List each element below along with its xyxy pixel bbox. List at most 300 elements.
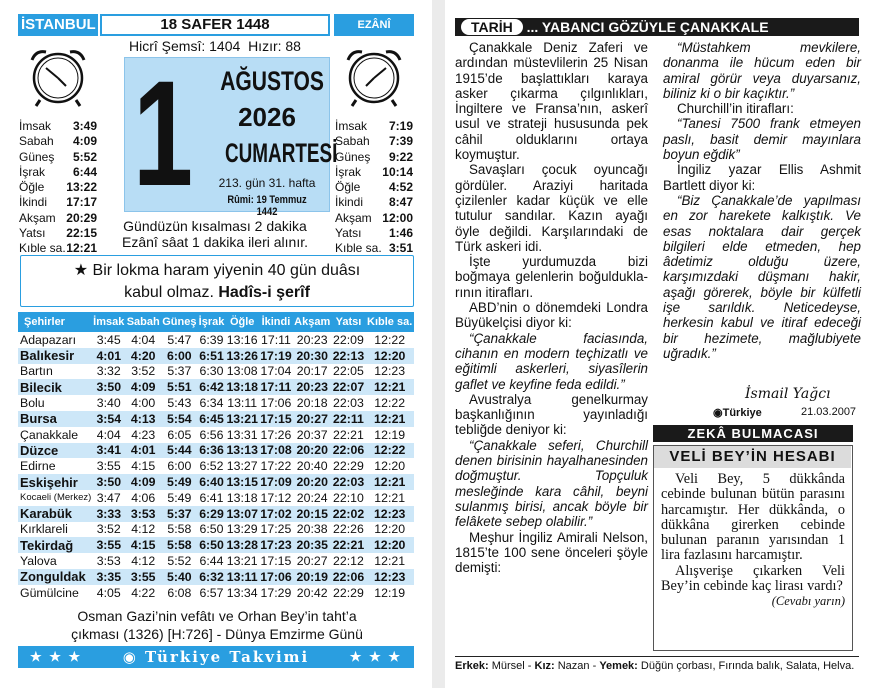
prayer-time-row <box>19 180 97 195</box>
table-header-cell: Kıble sa. <box>365 312 414 332</box>
city-name: Bilecik <box>18 379 92 395</box>
prayer-time-row <box>19 119 97 134</box>
prayer-time-label: İmsak <box>19 119 52 133</box>
time-cell: 6:56 <box>199 427 224 442</box>
city-name: Adapazarı <box>20 332 77 347</box>
time-cell: 20:20 <box>293 474 332 490</box>
table-header-cell: Şehirler <box>18 312 92 332</box>
menu-text: Düğün çorbası, Fırında balık, Salata, Helva. <box>640 660 855 672</box>
time-cell: 12:19 <box>374 585 406 600</box>
article-paragraph: Savaşları çocuk oyuncağı gördüler. Araziyi haritada çizilenler kadar küçük ve elle tutulur sandılar. Kazın ayağı öyle değildi. Karşılarındaki de Türk askeri idi. <box>455 162 648 254</box>
prayer-time-label: İmsak <box>335 119 368 133</box>
time-cell: 20:19 <box>293 569 332 585</box>
time-cell: 3:50 <box>92 379 126 395</box>
time-cell: 17:23 <box>260 538 292 553</box>
article-paragraph: “Biz Çanakkale’de yapılması en zor harekete kalkıştık. Ve esas noktalara dair gerçek bilgileri elde etmeden, hep âdetimiz olduğu üzere, karşımızdaki düşmanı hakir, aşağı görerek, böyle bir külfetli işe sarıldık. Neticedeyse, herkesin kabul ve itiraf edeceği bir hezimete, mağlubiyete uğradık.” <box>663 192 861 361</box>
hadith-line-1: ★ Bir lokma haram yiyenin 40 gün duâsı <box>73 262 361 279</box>
time-cell: 4:22 <box>131 585 156 600</box>
time-cell: 3:40 <box>96 396 121 411</box>
ezani-adjust-line: Ezânî sâat 1 dakika ileri alınır. <box>122 234 308 250</box>
female-name-label: Kız: <box>534 660 555 672</box>
event-line-2: çıkması (1326) [H:726] - Dünya Emzirme Günü <box>71 626 363 642</box>
prayer-times-ezani <box>335 119 413 257</box>
hadith-line-2 <box>21 282 413 304</box>
city-name: Karabük <box>18 506 92 522</box>
table-header-cell: Akşam <box>293 312 332 332</box>
answer-note: (Cevabı yarın) <box>771 594 845 609</box>
footer-stars-left: ★ ★ ★ <box>30 649 83 664</box>
time-cell: 22:03 <box>333 396 364 411</box>
time-cell: 13:21 <box>226 554 258 569</box>
prayer-time-value: 3:49 <box>72 119 97 133</box>
time-cell: 6:30 <box>199 364 224 379</box>
prayer-time-value: 22:15 <box>66 226 97 241</box>
table-row <box>18 553 414 569</box>
hadith-source: Hadîs-i şerîf <box>218 284 310 301</box>
prayer-time-row <box>335 150 413 165</box>
author-signature: İsmail Yağcı <box>745 386 831 402</box>
prayer-time-value: 7:39 <box>388 134 413 149</box>
prayer-time-label: İşrak <box>19 164 46 179</box>
article-header <box>455 18 859 36</box>
table-header-cell: İkindi <box>259 312 293 332</box>
time-cell: 3:50 <box>92 474 126 490</box>
day-length-line: Gündüzün kısalması 2 dakika <box>123 218 307 234</box>
prayer-times-normal <box>19 119 97 257</box>
prayer-time-value: 8:47 <box>388 195 413 210</box>
table-row <box>18 443 414 459</box>
city-name: Bartın <box>20 364 53 379</box>
time-cell: 22:05 <box>333 364 364 379</box>
prayer-time-label: Kıble sa. <box>19 241 66 256</box>
time-cell: 3:55 <box>92 537 126 553</box>
prayer-time-value: 13:22 <box>66 180 97 195</box>
city-name: Tekirdağ <box>18 537 92 553</box>
prayer-time-value: 20:29 <box>66 210 97 225</box>
time-cell: 20:40 <box>296 459 328 474</box>
time-cell: 4:15 <box>131 459 156 474</box>
time-cell: 22:12 <box>333 554 364 569</box>
time-cell: 22:07 <box>332 380 365 395</box>
hadith-box <box>20 255 414 307</box>
time-cell: 3:55 <box>126 569 161 585</box>
prayer-time-label: Sabah <box>335 134 370 149</box>
time-cell: 5:37 <box>167 364 192 379</box>
event-note <box>20 607 414 643</box>
event-line-1: Osman Gazi’nin vefâtı ve Orhan Bey’in taht’a <box>77 608 357 624</box>
time-cell: 3:55 <box>96 459 121 474</box>
prayer-time-label: İkindi <box>335 195 364 210</box>
time-cell: 4:04 <box>131 332 156 347</box>
time-cell: 6:29 <box>199 506 224 521</box>
section-tag: TARİH <box>461 19 523 35</box>
city-name: Yalova <box>20 554 57 569</box>
time-cell: 17:08 <box>260 443 292 458</box>
right-page <box>445 0 869 688</box>
prayer-time-label: İşrak <box>335 164 362 179</box>
time-cell: 5:52 <box>167 554 192 569</box>
article-paragraph: Meşhur İngiliz Amirali Nelson, 1815’te 100 sene önceleri şöyle demişti: <box>455 529 648 576</box>
time-cell: 13:31 <box>226 427 258 442</box>
time-cell: 22:29 <box>333 459 364 474</box>
time-cell: 5:37 <box>161 506 198 522</box>
time-cell: 6:50 <box>199 522 224 537</box>
footer-brand-text: Türkiye Takvimi <box>145 648 310 666</box>
article-paragraph: ABD’nin o dönemdeki Londra Büyükelçisi diyor ki: <box>455 300 648 331</box>
time-cell: 4:20 <box>126 348 161 364</box>
time-cell: 17:12 <box>260 490 292 505</box>
alarm-clock-icon <box>22 46 94 108</box>
article-column-1 <box>455 40 648 575</box>
time-cell: 12:21 <box>365 474 414 490</box>
article-paragraph: “Çanakkale faciasında, cihanın en modern teçhizatlı ve eğitimli askerleri, siyasîlerin gaflet ve keyfine feda edildi.” <box>455 330 648 392</box>
time-cell: 13:11 <box>227 396 258 411</box>
hizir: Hızır: 88 <box>248 38 301 54</box>
prayer-time-label: Akşam <box>19 210 56 225</box>
source-logo: ◉Türkiye <box>713 407 762 419</box>
time-cell: 20:38 <box>296 522 328 537</box>
time-cell: 4:13 <box>126 411 161 427</box>
menu-label: Yemek: <box>599 660 638 672</box>
city-name: Bursa <box>18 411 92 427</box>
time-cell: 6:50 <box>199 538 224 553</box>
time-cell: 6:41 <box>199 490 224 505</box>
left-page <box>0 0 432 688</box>
time-cell: 13:08 <box>226 364 258 379</box>
time-cell: 4:23 <box>131 427 156 442</box>
article-paragraph: “Tanesi 7500 frank etmeyen paslı, basit demir mayınlara boyun eğdik” <box>663 116 861 163</box>
rumi-date: Rûmi: 19 Temmuz 1442 <box>227 194 307 218</box>
prayer-time-row <box>19 211 97 226</box>
time-cell: 4:05 <box>96 585 121 600</box>
time-cell: 13:21 <box>226 411 258 426</box>
prayer-time-label: Öğle <box>335 180 361 195</box>
time-cell: 6:34 <box>199 396 224 411</box>
time-cell: 13:11 <box>226 569 258 584</box>
time-cell: 20:23 <box>293 379 332 395</box>
puzzle-title: VELİ BEY’İN HESABI <box>654 446 851 468</box>
time-cell: 6:00 <box>161 348 198 364</box>
time-cell: 4:09 <box>126 474 161 490</box>
time-cell: 17:26 <box>260 427 292 442</box>
prayer-time-value: 9:22 <box>388 149 413 164</box>
article-column-2 <box>663 40 861 361</box>
prayer-time-row <box>335 226 413 241</box>
prayer-time-value: 6:44 <box>72 164 97 179</box>
prayer-time-value: 17:17 <box>66 195 97 210</box>
footer-stars-right: ★ ★ ★ <box>349 649 402 664</box>
male-name-label: Erkek: <box>455 660 489 672</box>
prayer-time-row <box>335 211 413 226</box>
table-row <box>18 522 414 538</box>
time-cell: 13:27 <box>226 459 258 474</box>
date-block <box>124 49 338 218</box>
time-cell: 12:22 <box>374 332 406 347</box>
time-cell: 13:13 <box>226 443 258 458</box>
time-cell: 17:29 <box>260 585 292 600</box>
time-cell: 12:20 <box>365 537 414 553</box>
time-cell: 6:05 <box>167 427 192 442</box>
time-cell: 6:00 <box>167 459 192 474</box>
time-cell: 5:43 <box>167 396 192 411</box>
time-cell: 5:58 <box>161 537 198 553</box>
prayer-time-label: Yatsı <box>19 226 46 241</box>
time-cell: 17:06 <box>260 396 292 411</box>
prayer-time-label: Sabah <box>19 134 54 149</box>
table-row <box>18 490 414 506</box>
time-cell: 12:23 <box>365 506 414 522</box>
time-cell: 12:21 <box>365 411 414 427</box>
table-row <box>18 395 414 411</box>
time-cell: 5:47 <box>167 332 192 347</box>
time-cell: 3:53 <box>96 554 121 569</box>
time-cell: 12:23 <box>365 569 414 585</box>
time-cell: 13:26 <box>226 348 258 363</box>
time-cell: 13:18 <box>226 380 258 395</box>
names-menu-line: Erkek: Mürsel - Kız: Nazan - Yemek: Düğün çorbası, Fırında balık, Salata, Helva. <box>455 656 859 673</box>
city-name: Bolu <box>20 396 45 411</box>
time-cell: 17:11 <box>260 380 292 395</box>
table-row <box>18 506 414 522</box>
time-cell: 20:23 <box>296 332 328 347</box>
time-cell: 4:01 <box>126 443 161 459</box>
weekday: CUMARTESİ <box>225 138 338 168</box>
table-row <box>18 427 414 443</box>
prayer-time-value: 12:21 <box>66 241 97 256</box>
time-cell: 20:35 <box>293 537 332 553</box>
prayer-time-row <box>19 165 97 180</box>
time-cell: 13:16 <box>226 332 258 347</box>
table-header-cell: İşrak <box>198 312 226 332</box>
time-cell: 22:21 <box>332 538 365 553</box>
time-cell: 20:27 <box>293 411 332 427</box>
city-name: Kırklareli <box>20 522 68 537</box>
time-cell: 3:52 <box>96 522 121 537</box>
table-row <box>18 537 414 553</box>
article-title: ... YABANCI GÖZÜYLE ÇANAKKALE <box>526 19 769 35</box>
puzzle-paragraph-2 <box>661 562 845 609</box>
time-cell: 22:06 <box>332 569 365 584</box>
time-cell: 20:17 <box>296 364 328 379</box>
puzzle-box <box>653 445 853 651</box>
city-name: Kocaeli (Merkez) <box>20 492 92 504</box>
time-cell: 20:20 <box>293 443 332 459</box>
day-info: 213. gün 31. hafta <box>218 176 316 190</box>
table-header-cell: Yatsı <box>332 312 366 332</box>
prayer-time-row <box>335 180 413 195</box>
time-cell: 3:47 <box>96 490 121 505</box>
article-paragraph: “Çanakkale seferi, Churchill denen birisinin hayalhanesinden doğmuştur. Topçuluk mesleğinde kara câhil, beyni sulanmış birisi, ancak böyle bir felâkete sebep olabilir.” <box>455 437 648 530</box>
hicri-semsi: Hicrî Şemsî: 1404 <box>129 38 241 54</box>
time-cell: 22:10 <box>333 490 364 505</box>
time-cell: 6:36 <box>199 443 224 458</box>
article-paragraph: İngiliz yazar Ellis Ashmit Bartlett diyor ki: <box>663 162 861 193</box>
city-name: Eskişehir <box>18 474 92 490</box>
time-cell: 12:21 <box>365 379 414 395</box>
prayer-time-value: 12:00 <box>382 210 413 225</box>
time-cell: 12:22 <box>374 396 406 411</box>
time-cell: 22:02 <box>332 506 365 521</box>
time-cell: 20:24 <box>296 490 328 505</box>
prayer-time-value: 10:14 <box>382 164 413 179</box>
female-name: Nazan <box>557 660 590 672</box>
time-cell: 4:12 <box>131 522 156 537</box>
table-header-cell: İmsak <box>92 312 126 332</box>
time-cell: 5:44 <box>161 443 198 459</box>
time-cell: 5:51 <box>161 379 198 395</box>
prayer-time-value: 1:46 <box>388 226 413 241</box>
day-number: 1 <box>133 49 194 217</box>
time-cell: 4:00 <box>131 396 156 411</box>
time-cell: 12:21 <box>374 490 406 505</box>
table-header-cell: Sabah <box>126 312 161 332</box>
footer-brand <box>123 646 310 668</box>
prayer-time-label: Güneş <box>335 149 371 164</box>
prayer-time-row <box>335 165 413 180</box>
time-cell: 5:49 <box>167 490 192 505</box>
time-cell: 3:41 <box>92 443 126 459</box>
table-row <box>18 411 414 427</box>
time-cell: 6:52 <box>199 459 224 474</box>
time-cell: 13:28 <box>226 538 258 553</box>
time-cell: 3:53 <box>126 506 161 522</box>
time-cell: 20:30 <box>293 348 332 364</box>
time-cell: 22:03 <box>332 475 365 490</box>
hijri-date: 18 SAFER 1448 <box>100 14 330 36</box>
time-cell: 22:09 <box>333 332 364 347</box>
time-cell: 17:15 <box>260 554 292 569</box>
city-times-table <box>18 312 414 601</box>
time-cell: 17:06 <box>260 569 292 584</box>
time-cell: 22:21 <box>333 427 364 442</box>
table-row <box>18 458 414 474</box>
prayer-time-label: İkindi <box>19 195 48 210</box>
prayer-time-value: 4:52 <box>388 180 413 195</box>
table-row <box>18 569 414 585</box>
time-cell: 6:51 <box>199 348 224 363</box>
alarm-clock-icon <box>338 46 410 108</box>
prayer-time-label: Kıble sa. <box>335 241 382 256</box>
time-cell: 3:52 <box>131 364 156 379</box>
time-cell: 20:37 <box>296 427 328 442</box>
time-cell: 4:09 <box>126 379 161 395</box>
time-cell: 17:25 <box>260 522 292 537</box>
time-cell: 17:04 <box>260 364 292 379</box>
time-cell: 4:04 <box>96 427 121 442</box>
city-name: Balıkesir <box>18 348 92 364</box>
time-cell: 22:29 <box>333 585 364 600</box>
prayer-time-label: Akşam <box>335 210 372 225</box>
city-name: Çanakkale <box>20 427 79 442</box>
time-cell: 17:09 <box>260 475 292 490</box>
prayer-time-row <box>19 195 97 210</box>
puzzle-text <box>661 472 845 610</box>
time-cell: 17:11 <box>261 332 291 347</box>
time-cell: 12:20 <box>374 522 406 537</box>
table-row <box>18 348 414 364</box>
prayer-time-row <box>335 195 413 210</box>
time-cell: 20:15 <box>293 506 332 522</box>
time-cell: 12:20 <box>365 348 414 364</box>
time-cell: 6:57 <box>199 585 224 600</box>
footer-band <box>18 646 414 668</box>
prayer-time-row <box>335 134 413 149</box>
time-cell: 17:02 <box>260 506 292 521</box>
city-name: Edirne <box>20 459 56 474</box>
time-cell: 22:11 <box>333 411 364 426</box>
table-row <box>18 585 414 601</box>
time-cell: 12:23 <box>374 364 406 379</box>
prayer-time-row <box>335 119 413 134</box>
time-cell: 17:19 <box>260 348 292 363</box>
time-cell: 12:20 <box>374 459 406 474</box>
day-length-note <box>100 218 330 250</box>
time-cell: 4:12 <box>131 554 156 569</box>
city-name: Gümülcine <box>20 585 79 600</box>
time-cell: 4:01 <box>92 348 126 364</box>
time-cell: 13:34 <box>226 585 258 600</box>
prayer-time-value: 4:09 <box>72 134 97 149</box>
time-cell: 3:54 <box>92 411 126 427</box>
time-cell: 13:29 <box>226 522 258 537</box>
table-header-cell: Öğle <box>225 312 259 332</box>
time-cell: 6:08 <box>167 585 192 600</box>
time-cell: 5:49 <box>161 474 198 490</box>
time-cell: 6:39 <box>199 332 224 347</box>
table-row <box>18 364 414 380</box>
time-cell: 6:32 <box>199 569 224 584</box>
article-paragraph: “Müstahkem mevkilere, donanma ile hücum eden bir amiral görür veya duyarsanız, biliniz ki o bir kaçıktır.” <box>663 40 861 101</box>
city-name: Düzce <box>18 443 92 459</box>
article-paragraph: Çanakkale Deniz Zaferi ve ardından müstevlilerin 25 Nisan 1915’de başlattıkları karaya asker çıkarma çılgınlıkları, İngiltere ve Fransa’nın, askerî usul ve strateji hususunda pek câhil olduklarını ortaya koymuştur. <box>455 40 648 163</box>
prayer-time-label: Öğle <box>19 180 45 195</box>
time-cell: 20:42 <box>296 585 328 600</box>
time-cell: 4:15 <box>126 537 161 553</box>
time-cell: 4:06 <box>131 490 156 505</box>
time-cell: 13:18 <box>226 490 258 505</box>
time-cell: 6:42 <box>199 380 224 395</box>
time-cell: 17:15 <box>260 411 292 426</box>
time-cell: 17:22 <box>260 459 292 474</box>
prayer-time-label: Yatsı <box>335 226 362 241</box>
prayer-time-row <box>19 134 97 149</box>
time-cell: 3:35 <box>92 569 126 585</box>
table-header-cell: Güneş <box>161 312 198 332</box>
month: AĞUSTOS <box>220 66 324 96</box>
city-name: Zonguldak <box>18 569 92 585</box>
time-cell: 12:19 <box>374 427 406 442</box>
male-name: Mürsel <box>491 660 525 672</box>
time-cell: 5:40 <box>161 569 198 585</box>
hadith-text: kabul olmaz. <box>124 284 214 301</box>
time-cell: 3:32 <box>96 364 121 379</box>
time-cell: 3:45 <box>96 332 121 347</box>
time-cell: 22:06 <box>332 443 365 458</box>
city-label: İSTANBUL <box>18 14 98 36</box>
prayer-time-value: 7:19 <box>388 119 413 133</box>
globe-icon: ◉ <box>122 648 138 666</box>
time-cell: 13:15 <box>226 475 258 490</box>
table-row <box>18 379 414 395</box>
source-date: 21.03.2007 <box>801 406 857 418</box>
table-row <box>18 474 414 490</box>
time-cell: 5:58 <box>167 522 192 537</box>
time-cell: 12:21 <box>374 554 406 569</box>
article-paragraph: Avustralya genelkurmay başkanlığının yayınladığı tebliğde deniyor ki: <box>455 391 648 438</box>
article-paragraph: Churchill’in itirafları: <box>677 101 794 117</box>
time-cell: 3:33 <box>92 506 126 522</box>
table-row <box>18 332 414 348</box>
